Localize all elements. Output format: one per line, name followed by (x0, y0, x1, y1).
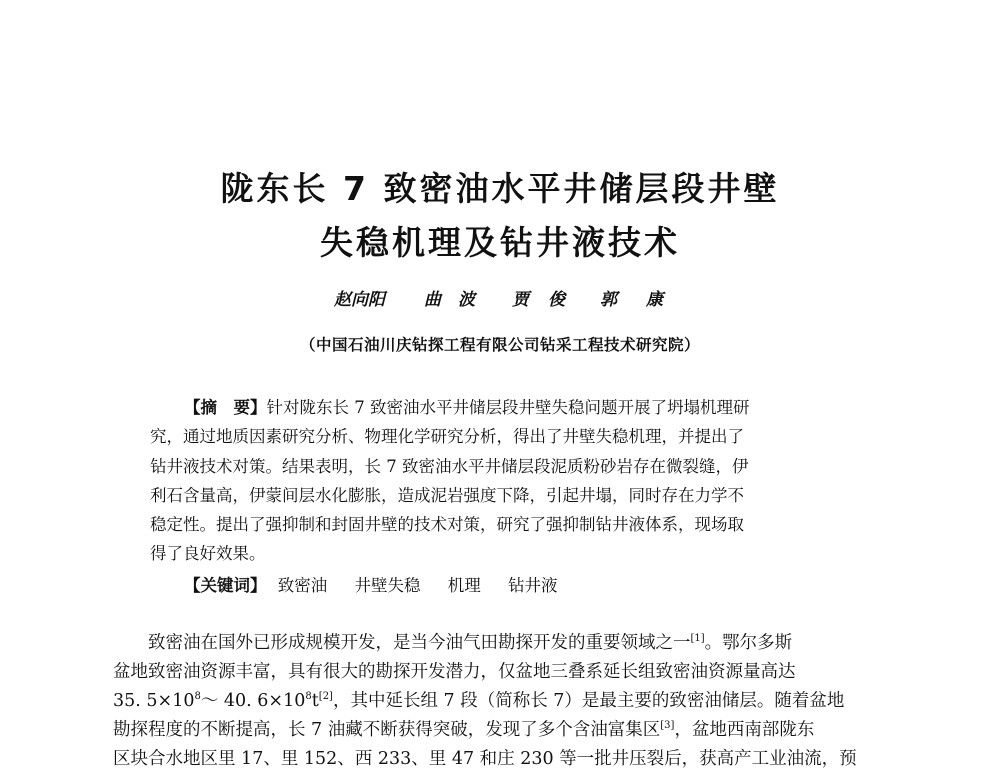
keyword: 井壁失稳 (354, 576, 421, 595)
author-name: 俊 (548, 290, 565, 310)
keyword: 机理 (447, 576, 481, 595)
abstract-line: 利石含量高，伊蒙间层水化膨胀，造成泥岩强度下降，引起井塌，同时存在力学不 (150, 486, 744, 505)
body-line: 区块合水地区里 17、里 152、西 233、里 47 和庄 230 等一批井压裂后，获高产工业油流，预 (113, 749, 857, 769)
keyword: 致密油 (277, 576, 328, 595)
abstract-label: 【摘 要】 (184, 398, 267, 417)
author-name: 郭 (600, 290, 617, 310)
abstract-line: 稳定性。提出了强抑制和封固井壁的技术对策，研究了强抑制钻井液体系，现场取 (150, 515, 744, 534)
title-line-2: 失稳机理及钻井液技术 (320, 223, 680, 262)
abstract-line: 究，通过地质因素研究分析、物理化学研究分析，得出了井壁失稳机理，并提出了 (150, 427, 744, 446)
keywords-label: 【关键词】 (184, 576, 267, 595)
author-name: 康 (646, 290, 663, 310)
citation: [1] (690, 633, 705, 644)
author-list (334, 289, 674, 311)
author-name: 贾 (512, 290, 529, 310)
body-line: 35. $5\times 10^8\sim$ 40. $6\times 10^8t[2]$，其中延长组 7 段（简称长 7）是最主要的致密油储层。随着盆地 (113, 691, 845, 711)
body-line: 盆地致密油资源丰富，具有很大的勘探开发潜力，仅盆地三叠系延长组致密油资源量高达 (113, 662, 796, 682)
citation: [3] (660, 720, 675, 731)
title-line-1: 陇东长 7 致密油水平井储层段井壁 (220, 169, 780, 208)
abstract-line: 得了良好效果。 (150, 544, 266, 563)
body-line: 致密油在国外已形成规模开发，是当今油气田勘探开发的重要领域之一[1]。鄂尔多斯 (148, 633, 793, 653)
author-name: 赵向阳 (334, 290, 385, 310)
author-name: 波 (458, 290, 475, 310)
affiliation: （中国石油川庆钻探工程有限公司钻采工程技术研究院） (299, 336, 700, 354)
keyword: 钻井液 (508, 576, 558, 595)
citation: [2] (318, 691, 333, 702)
author-name: 曲 (424, 290, 441, 310)
abstract-line: 【摘 要】针对陇东长 7 致密油水平井储层段井壁失稳问题开展了坍塌机理研 (184, 398, 750, 417)
keywords-line (184, 571, 558, 600)
body-line: 勘探程度的不断提高，长 7 油藏不断获得突破，发现了多个含油富集区[3]，盆地西南部陇东 (113, 720, 815, 740)
abstract-line: 钻井液技术对策。结果表明，长 7 致密油水平井储层段泥质粉砂岩存在微裂缝，伊 (150, 457, 749, 476)
